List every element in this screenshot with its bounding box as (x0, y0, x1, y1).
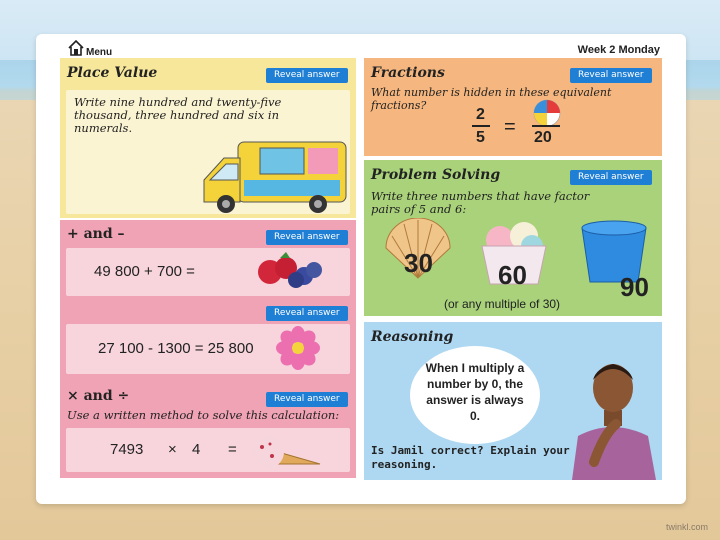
multiply-number-2: 4 (192, 441, 201, 458)
problem-solving-reveal-button[interactable]: Reveal answer (570, 170, 652, 185)
fraction-equals: = (504, 116, 516, 138)
fraction-1-bar (472, 125, 490, 127)
multiply-equals: = (228, 441, 237, 458)
menu-label: Menu (86, 47, 113, 58)
ice-cream-van-image (200, 136, 350, 216)
reasoning-panel (364, 322, 662, 480)
answer-30: 30 (404, 248, 433, 278)
flower-image (276, 326, 320, 370)
reasoning-question: Is Jamil correct? Explain your reasoning. (371, 444, 570, 471)
addition-sum: 49 800 + 700 = (94, 263, 195, 280)
beach-ball-image (532, 98, 562, 128)
fraction-1-denominator: 5 (476, 129, 485, 146)
multiply-reveal-button[interactable]: Reveal answer (266, 392, 348, 407)
multiply-number-1: 7493 (110, 441, 144, 458)
fraction-1-numerator: 2 (476, 106, 485, 123)
subtract-reveal-button[interactable]: Reveal answer (266, 306, 348, 321)
problem-solving-title: Problem Solving (371, 167, 501, 183)
berries-image (252, 250, 326, 290)
place-value-reveal-button[interactable]: Reveal answer (266, 68, 348, 83)
reasoning-title: Reasoning (371, 329, 454, 345)
fractions-reveal-button[interactable]: Reveal answer (570, 68, 652, 83)
place-value-question: Write nine hundred and twenty-five thousand, three hundred and six in numerals. (74, 95, 282, 135)
home-icon (68, 40, 84, 56)
fractions-title: Fractions (371, 65, 445, 81)
add-reveal-button[interactable]: Reveal answer (266, 230, 348, 245)
multiply-panel (60, 384, 356, 478)
jamil-character-image (564, 352, 662, 480)
place-value-panel (60, 58, 356, 218)
slide-board (36, 34, 686, 504)
problem-solving-panel (364, 160, 662, 316)
multiply-title: × and ÷ (67, 388, 130, 404)
add-panel (60, 220, 356, 304)
fraction-2-denominator: 20 (534, 129, 552, 146)
answer-60: 60 (498, 260, 527, 290)
problem-solving-note: (or any multiple of 30) (444, 297, 561, 311)
twinkl-brand: twinkl.com (665, 522, 708, 532)
place-value-title: Place Value (67, 65, 158, 81)
date-label: Week 2 Monday (577, 44, 660, 56)
subtract-panel (60, 304, 356, 384)
fractions-question: What number is hidden in these equivalent fractions? (371, 86, 612, 112)
fractions-panel (364, 58, 662, 156)
add-title: + and – (67, 226, 125, 242)
answer-90: 90 (620, 272, 649, 302)
multiply-question: Use a written method to solve this calculation: (67, 408, 340, 422)
speech-bubble-text: When I multiply a number by 0, the answer is always 0. (425, 361, 525, 423)
multiply-operator: × (168, 441, 177, 458)
ice-cream-cone-image (248, 432, 322, 472)
subtraction-sum: 27 100 - 1300 = 25 800 (98, 340, 254, 357)
fraction-2-bar (532, 125, 560, 127)
problem-solving-question: Write three numbers that have factor pairs of 5 and 6: (371, 189, 590, 216)
